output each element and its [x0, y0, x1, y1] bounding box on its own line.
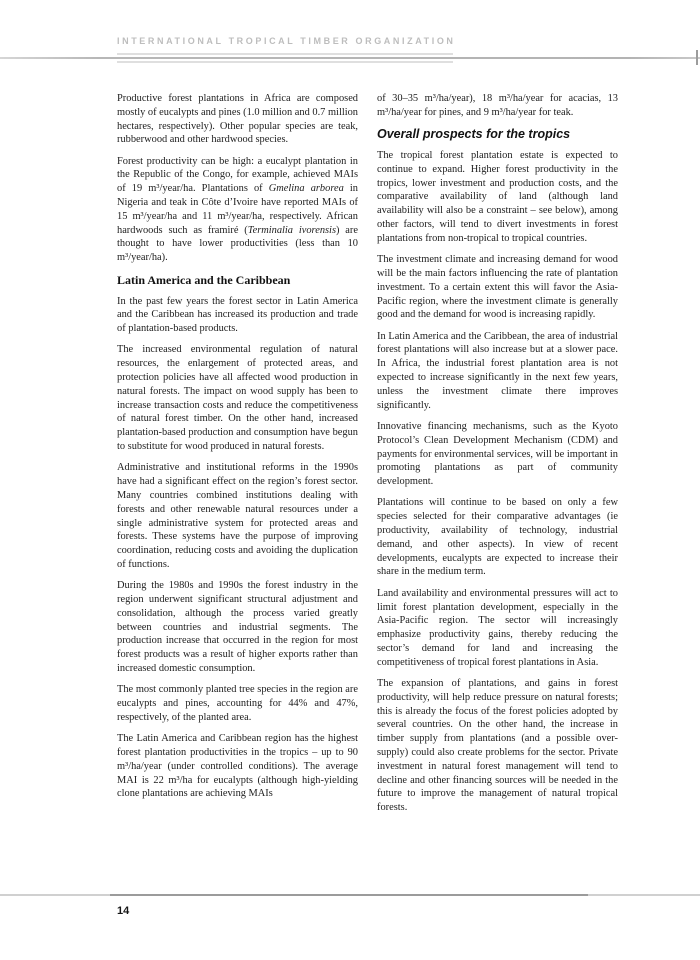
right-text-column	[377, 92, 618, 822]
body-paragraph: During the 1980s and 1990s the forest industry in the region underwent significant structural adjustment and consolidation, although the process varied greatly between countries and industrial segments. The production increase that occurred in the region for most forest products was a result of higher exports rather than increased domestic consumption.	[117, 580, 358, 674]
left-text-column	[117, 92, 358, 809]
body-paragraph: of 30–35 m³/ha/year), 18 m³/ha/year for acacias, 13 m³/ha/year for pines, and 9 m³/ha/year for teak.	[377, 93, 618, 118]
page-number: 14	[117, 905, 130, 917]
body-paragraph: The investment climate and increasing demand for wood will be the main factors influencing the rate of plantation investment. To a certain extent this will favor the Asia-Pacific region, where the investment climate is generally good and the demand for wood is increasing rapidly.	[377, 254, 618, 321]
body-paragraph: The increased environmental regulation of natural resources, the enlargement of protected areas, and protection policies have all affected wood production in natural forests. The impact on wood supply has been to increase transaction costs and reduce the competitiveness of natural forest timber. On the other hand, increased plantation-based production and consumption have begun to substitute for wood produced in natural forests.	[117, 344, 358, 453]
body-paragraph: Productive forest plantations in Africa are composed mostly of eucalypts and pines (1.0 million and 0.7 million hectares, respectively). Other popular species are teak, rubberwood and other hardwood species.	[117, 93, 358, 146]
body-paragraph: Land availability and environmental pressures will act to limit forest plantation development, especially in the Asia-Pacific region. The sector will increasingly emphasize productivity gains, thereby reducing the sector’s demand for land and increasing the competitiveness of tropical forest plantations in Asia.	[377, 587, 618, 668]
body-paragraph: Administrative and institutional reforms in the 1990s have had a significant effect on the region’s forest sector. Many countries combined institutions dealing with forests and other renewable natural resources under a single administrative system for protected areas and forests. These systems have the purpose of improving coordination, reducing costs and avoiding the duplication of functions.	[117, 462, 358, 570]
body-paragraph: Innovative financing mechanisms, such as the Kyoto Protocol’s Clean Development Mechanism (CDM) and payments for environmental services, will be important in promoting plantations as part of community development.	[377, 420, 618, 488]
body-paragraph: The tropical forest plantation estate is expected to continue to expand. Higher forest productivity in the tropics, lower investment and production costs, and the comparative availability of land (although land availability will also be a constraint – see below), among other factors, will tend to divert investments in forest plantations from non-tropical to tropical countries.	[377, 150, 618, 244]
body-paragraph: The expansion of plantations, and gains in forest productivity, will help reduce pressure on natural forests; this is already the focus of the forest policies adopted by several countries. On the other hand, the increase in timber supply from plantations (and a possible over-supply) could also create problems for the sector. Private investment in natural forest management will tend to decline and other financing sources will be needed in the future to improve the management of natural tropical forests.	[377, 677, 618, 814]
footer-rule-dark	[110, 894, 588, 896]
body-paragraph: In Latin America and the Caribbean, the area of industrial forest plantations will also increase but at a slower pace. In Africa, the industrial forest plantation area is not expected to increase significantly in the next few years, unless the investment climate there improves significantly.	[377, 330, 618, 411]
body-paragraph: The Latin America and Caribbean region has the highest forest plantation productivities in the tropics – up to 90 m³/ha/year (under controlled conditions). The average MAI is 22 m³/ha for eucalypts (although high-yielding clone plantations are achieving MAIs	[117, 733, 358, 800]
header-rule-main	[0, 57, 700, 59]
running-header-title: INTERNATIONAL TROPICAL TIMBER ORGANIZATION	[117, 36, 456, 46]
header-rule-right-tick	[696, 50, 698, 65]
header-rule-light-top	[117, 53, 453, 55]
body-paragraph: Forest productivity can be high: a eucalypt plantation in the Republic of the Congo, for example, achieved MAIs of 19 m³/year/ha. Plantations of Gmelina arborea in Nigeria and teak in Côte d’Ivoire have reported MAIs of 15 m³/year/ha and 11 m³/year/ha, respectively. African hardwoods such as framiré (Terminalia ivorensis) are thought to have lower productivities (less than 10 m³/year/ha).	[117, 155, 359, 264]
section-heading: Latin America and the Caribbean	[117, 272, 291, 287]
body-paragraph: In the past few years the forest sector in Latin America and the Caribbean has increased its production and trade of plantation-based products.	[117, 295, 358, 335]
body-paragraph: Plantations will continue to be based on only a few species selected for their comparative advantages (ie productivity, availability of technology, industrial demand, and other aspects). In view of recent developments, eucalypts are expected to increase their share in the medium term.	[377, 497, 618, 578]
section-heading: Overall prospects for the tropics	[377, 127, 571, 142]
header-rule-light-bottom	[117, 61, 453, 63]
body-paragraph: The most commonly planted tree species in the region are eucalypts and pines, accounting for 44% and 47%, respectively, of the planted area.	[117, 684, 358, 723]
